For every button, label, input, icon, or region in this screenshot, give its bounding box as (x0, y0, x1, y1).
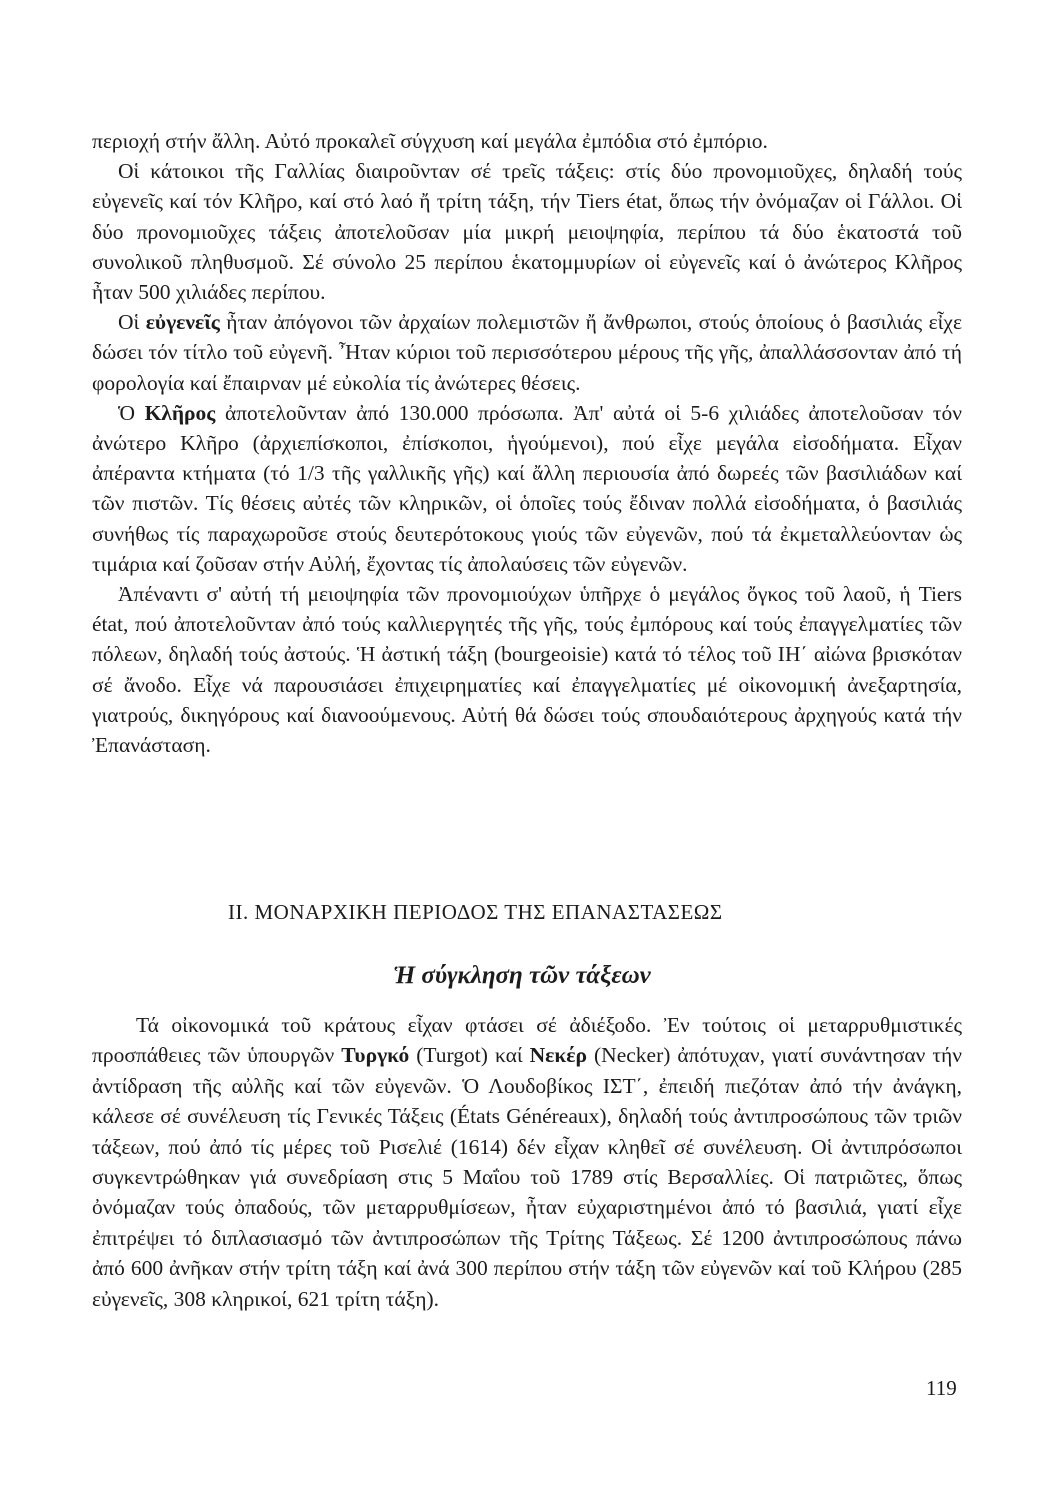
clergy-text: ἀποτελοῦνταν ἀπό 130.000 πρόσωπα. Ἀπ' αὐτά οἱ 5-6 χιλιάδες ἀποτελοῦσαν τόν ἀνώτερο Κλῆρο (ἀρχιεπίσκοποι, ἐπίσκοποι, ἡγούμενοι), πού εἶχε μεγάλα εἰσοδήματα. Εἶχαν ἀπέραντα κτήματα (τό 1/3 τῆς γαλλικῆς γῆς) καί ἄλλη περιουσία ἀπό δωρεές τῶν βασιλιάδων καί τῶν πιστῶν. Τίς θέσεις αὐτές τῶν κληρικῶν, οἱ ὁποῖες τούς ἔδιναν πολλά εἰσοδήματα, ὁ βασιλιάς συνήθως τίς παραχωροῦσε στούς δευτερότοκους γιούς τῶν εὐγενῶν, πού τά ἐκμεταλλεύονταν ὡς τιμάρια καί ζοῦσαν στήν Αὐλή, ἔχοντας τίς ἀπολαύσεις τῶν εὐγενῶν. (92, 400, 962, 576)
paragraph-three-estates: Οἱ κάτοικοι τῆς Γαλλίας διαιροῦνταν σέ τρεῖς τάξεις: στίς δύο προνομιοῦχες, δηλαδή τούς εὐγενεῖς καί τόν Κλῆρο, καί στό λαό ἤ τρίτη τάξη, τήν Tiers état, ὅπως τήν ὀνόμαζαν οἱ Γάλλοι. Οἱ δύο προνομιοῦχες τάξεις ἀποτελοῦσαν μία μικρή μειοψηφία, περίπου τά δύο ἑκατοστά τοῦ συνολικοῦ πληθυσμοῦ. Σέ σύνολο 25 περίπου ἑκατομμυρίων οἱ εὐγενεῖς καί ὁ ἀνώτερος Κλῆρος ἦταν 500 χιλιάδες περίπου. (92, 159, 962, 305)
estates-text-c: (Necker) ἀπότυχαν, γιατί συνάντησαν τήν ἀντίδραση τῆς αὐλῆς καί τῶν εὐγενῶν. Ὁ Λουδοβίκος ΙΣΤ΄, ἐπειδή πιεζόταν ἀπό τήν ἀνάγκη, κάλεσε σέ συνέλευση τίς Γενικές Τάξεις (États Généreaux), δηλαδή τούς ἀντιπροσώπους τῶν τριῶν τάξεων, πού ἀπό τίς μέρες τοῦ Ρισελιέ (1614) δέν εἶχαν κληθεῖ σέ συνέλευση. Οἱ ἀντιπρόσωποι συγκεντρώθηκαν γιά συνεδρίαση στις 5 Μαΐου τοῦ 1789 στίς Βερσαλλίες. Οἱ πατριῶτες, ὅπως ὀνόμαζαν τούς ὀπαδούς, τῶν μεταρρυθμίσεων, ἦταν εὐχαριστημένοι ἀπό τό βασιλιά, γιατί εἶχε ἐπιτρέψει τό διπλασιασμό τῶν ἀντιπροσώπων τῆς Τρίτης Τάξεως. Σέ 1200 ἀντιπροσώπους πάνω ἀπό 600 ἀνῆκαν στήν τρίτη τάξη καί ἀνά 300 περίπου στήν τάξη τῶν εὐγενῶν καί τοῦ Κλήρου (285 εὐγενεῖς, 308 κληρικοί, 621 τρίτη τάξη). (92, 1043, 962, 1311)
paragraph-third-estate: Ἀπέναντι σ' αὐτή τή μειοψηφία τῶν προνομιούχων ὑπῆρχε ὁ μεγάλος ὄγκος τοῦ λαοῦ, ἡ Tiers état, πού ἀποτελοῦνταν ἀπό τούς καλλιεργητές τῆς γῆς, τούς ἐμπόρους καί τούς ἐπαγγελματίες τῶν πόλεων, δηλαδή τούς ἀστούς. Ἡ ἀστική τάξη (bourgeoisie) κατά τό τέλος τοῦ ΙΗ΄ αἰώνα βρισκόταν σέ ἄνοδο. Εἶχε νά παρουσιάσει ἐπιχειρηματίες καί ἐπαγγελματίες μέ οἰκονομική ἀνεξαρτησία, γιατρούς, δικηγόρους καί διανοούμενους. Αὐτή θά δώσει τούς σπουδαιότερους ἀρχηγούς κατά τήν Ἐπανάσταση. (92, 582, 962, 758)
body-text-lower (92, 1010, 962, 1314)
term-nobles: εὐγενεῖς (145, 310, 220, 335)
page-number: 119 (926, 1376, 957, 1400)
body-text-upper (92, 126, 962, 760)
continuation-line: περιοχή στήν ἄλλη. Αὐτό προκαλεῖ σύγχυση καί μεγάλα ἐμπόδια στό ἐμπόριο. (92, 129, 768, 153)
paragraph-nobles (92, 307, 962, 398)
subheading: Ἡ σύγκληση τῶν τάξεων (393, 962, 651, 989)
paragraph-clergy (92, 398, 962, 579)
name-turgot: Τυργκό (341, 1043, 410, 1068)
term-clergy: Κλῆρος (144, 400, 216, 425)
estates-text-b: (Turgot) καί (409, 1043, 530, 1068)
clergy-lead: Ὁ (118, 400, 145, 425)
nobles-text: ἦταν ἀπόγονοι τῶν ἀρχαίων πολεμιστῶν ἤ ἄνθρωποι, στούς ὁποίους ὁ βασιλιάς εἶχε δώσει τόν τίτλο τοῦ εὐγενῆ. Ἦταν κύριοι τοῦ περισσότερου μέρους τῆς γῆς, ἀπαλλάσσονταν ἀπό τή φορολογία καί ἔπαιρναν μέ εὐκολία τίς ἀνώτερες θέσεις. (92, 310, 963, 395)
nobles-lead: Οἱ (118, 310, 146, 335)
section-heading: ΙΙ. ΜΟΝΑΡΧΙΚΗ ΠΕΡΙΟΔΟΣ ΤΗΣ ΕΠΑΝΑΣΤΑΣΕΩΣ (228, 900, 723, 924)
paragraph-estates-general (92, 1010, 962, 1314)
estates-text-a: Τά οἰκονομικά τοῦ κράτους εἶχαν φτάσει σέ ἀδιέξοδο. Ἐν τούτοις οἱ μεταρρυθμιστικές προσπάθειες τῶν ὑπουργῶν (92, 1013, 962, 1068)
name-necker: Νεκέρ (529, 1043, 587, 1068)
